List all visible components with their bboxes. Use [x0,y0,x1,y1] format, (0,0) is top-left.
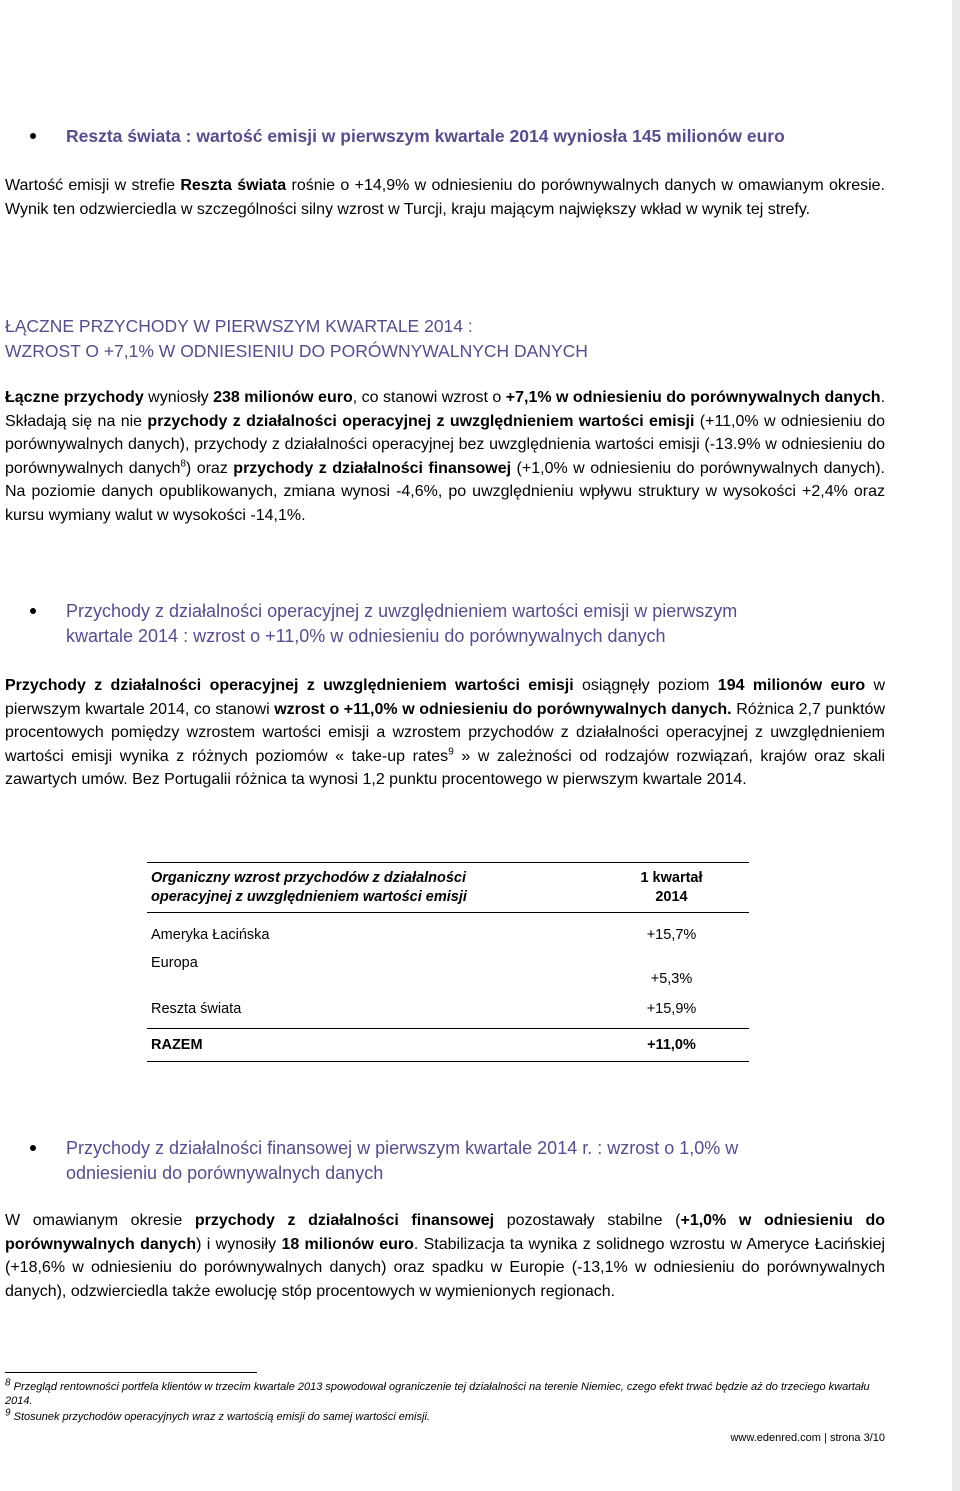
bullet-dot-icon [30,1145,36,1151]
text-run-bold: przychody z działalności finansowej [194,1212,495,1229]
bullet-dot-icon [30,608,36,614]
text-run-bold: 194 milionów euro [717,677,866,694]
footer-page-number: strona 3/10 [829,1432,885,1444]
text-run-bold: Łączne przychody [5,389,144,406]
table-row [147,991,749,1029]
paragraph-laczne-przychody [5,386,885,527]
text-run: (+11,0% w odniesieniu do porównywalnych danych), przychody z działalności operacyjnej bez uwzględnienia wartości emisji (-13.9% w odniesieniu do porównywalnych danych [5,412,886,477]
page-edge-bar [952,0,960,1491]
text-run: (+1,0% w odniesieniu do porównywalnych danych). Na poziomie danych opublikowanych, zmiana wynosi -4,6%, po uwzględnieniu wpływu struktury w wysokości +2,4% oraz kursu wymiany walut w wysokości -14,1%. [5,459,885,524]
footer-site-link[interactable]: www.edenred.com [730,1432,821,1444]
text-run: . Składają się na nie [5,389,886,430]
text-run-bold: Reszta świata [180,177,287,194]
footnote-separator [5,1372,257,1373]
bullet-line1: Przychody z działalności operacyjnej z uwzględnieniem wartości emisji w pierwszym [66,601,738,621]
bullet-line1: Przychody z działalności finansowej w pierwszym kwartale 2014 r. : wzrost o 1,0% w [66,1138,739,1158]
footer-separator: | [820,1432,830,1444]
table-header-row [147,863,749,913]
text-run-bold: przychody z działalności operacyjnej z uwzględnieniem wartości emisji [147,412,695,430]
bullet-title: Reszta świata : wartość emisji w pierwszym kwartale 2014 wyniosła 145 milionów euro [66,126,785,146]
header-value-line2: 2014 [655,888,688,905]
text-run: osiągnęły poziom [573,677,718,694]
bullet-line2: kwartale 2014 : wzrost o +11,0% w odniesieniu do porównywalnych danych [66,626,666,646]
text-run: Różnica 2,7 punktów procentowych pomiędzy wzrostem wartości emisji a wzrostem przychodów z działalności operacyjnej z uwzględnieniem wartości emisji wynika z różnych poziomów « take-up rates [5,700,885,765]
footnote-text: Przegląd rentowności portfela klientów w trzecim kwartale 2013 spowodował ograniczenie tej działalności na terenie Niemiec, czego efekt trwać będzie aż do trzeciego kwartału 2014. [5,1381,870,1407]
row-value: +15,7% [646,926,697,943]
row-value: +5,3% [650,970,693,987]
text-run: Wartość emisji w strefie [5,177,181,194]
text-run: ) oraz [185,459,234,477]
text-run: , co stanowi wzrost o [352,389,506,406]
text-run-bold: 238 milionów euro [213,389,353,406]
table-row [147,913,749,949]
table-total-row [147,1029,749,1062]
heading-laczne-line1: ŁĄCZNE PRZYCHODY W PIERWSZYM KWARTALE 2014 : [5,316,473,336]
footnote-ref: 9 [448,746,454,758]
bullet-line2: odniesieniu do porównywalnych danych [66,1163,384,1183]
text-run: rośnie o +14,9% w odniesieniu do porównywalnych danych w omawianym okresie. Wynik ten odzwierciedla w szczególności silny wzrost w Turcji, kraju mającym największy wkład w wynik tej strefy. [5,177,886,218]
header-label-line2: operacyjnej z uwzględnieniem wartości emisji [151,888,467,905]
text-run-bold: wzrost o +11,0% w odniesieniu do porównywalnych danych. [274,700,732,718]
header-label-line1: Organiczny wzrost przychodów z działalności [151,869,467,886]
table-header-label [147,863,590,913]
table-header-value [590,863,749,913]
paragraph-przychody-finansowe [5,1209,885,1303]
footnote-9 [5,1407,885,1424]
text-run-bold: przychody z działalności finansowej [233,459,512,477]
footnote-ref: 8 [180,458,186,470]
page-footer [730,1432,885,1444]
footnote-8 [5,1377,885,1408]
row-label: Ameryka Łacińska [151,926,270,943]
text-run: pozostawały stabilne ( [494,1212,681,1229]
row-label: Europa [151,954,198,971]
text-run: w pierwszym kwartale 2014, co stanowi [5,677,886,718]
footnote-number: 8 [5,1377,11,1389]
text-run-bold: +1,0% w odniesieniu do porównywalnych danych [5,1212,886,1253]
text-run-bold: 18 milionów euro [281,1235,414,1253]
bullet-dot-icon [30,133,36,139]
heading-laczne-line2: WZROST O +7,1% W ODNIESIENIU DO PORÓWNYWALNYCH DANYCH [5,341,588,361]
footnote-text: Stosunek przychodów operacyjnych wraz z wartością emisji do samej wartości emisji. [10,1411,430,1423]
organic-growth-table [147,862,749,1062]
paragraph-przychody-operacyjne [5,674,885,792]
text-run-bold: Przychody z działalności operacyjnej z uwzględnieniem wartości emisji [5,677,574,694]
row-label: Reszta świata [151,1001,242,1018]
total-label: RAZEM [151,1037,203,1053]
text-run: . Stabilizacja ta wynika z solidnego wzrostu w Ameryce Łacińskiej (+18,6% w odniesieniu do porównywalnych danych) oraz spadku w Europie (-13,1% w odniesieniu do porównywalnych danych), odzwierciedla także ewolucję stóp procentowych w wymienionych regionach. [5,1235,886,1300]
text-run: ) i wynosiły [196,1235,282,1253]
total-value: +11,0% [647,1037,696,1053]
header-value-line1: 1 kwartał [640,869,703,886]
footnote-number: 9 [5,1407,11,1419]
text-run: W omawianym okresie [5,1212,195,1229]
text-run: wyniosły [143,389,214,406]
row-value: +15,9% [646,1001,697,1018]
paragraph-reszta-swiata [5,174,885,221]
text-run: » w zależności od rodzajów rozwiązań, krajów oraz skali zawartych umów. Bez Portugalii różnica ta wynosi 1,2 punktu procentowego w pierwszym kwartale 2014. [5,747,885,788]
table-row [147,949,749,991]
text-run-bold: +7,1% w odniesieniu do porównywalnych danych [505,389,881,406]
